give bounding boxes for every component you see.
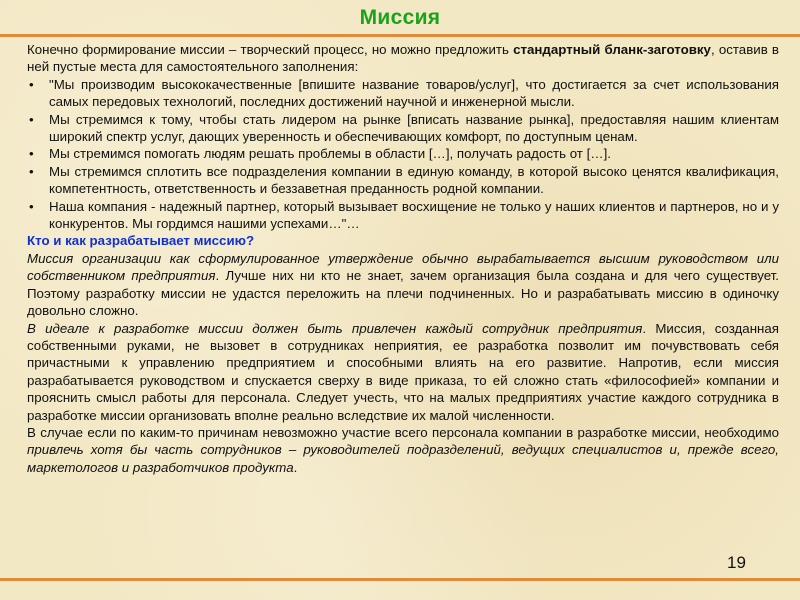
slide-content xyxy=(27,41,779,476)
top-divider xyxy=(0,34,800,37)
paragraph-3-end: . xyxy=(293,459,298,475)
paragraph-3-italic: привлечь хотя бы часть сотрудников – руководителей подразделений, ведущих специалистов и, прежде всего, маркетологов и разработчиков продукта xyxy=(27,442,779,475)
mission-template-list xyxy=(27,76,779,233)
intro-bold-phrase: стандартный бланк-заготовку xyxy=(513,42,711,57)
paragraph-2-italic: В идеале к разработке миссии должен быть привлечен каждый сотрудник предприятия xyxy=(27,320,643,336)
section-question: Кто и как разрабатывает миссию? xyxy=(27,233,255,249)
paragraph-1-italic: Миссия организации как сформулированное утверждение обычно вырабатывается высшим руководством или собственником предприятия xyxy=(27,250,779,284)
intro-text-end: , оставив в ней пустые места для самостоятельного заполнения: xyxy=(27,42,779,75)
paragraph-1 xyxy=(27,250,779,320)
paragraph-2 xyxy=(27,320,779,424)
list-item: • Мы стремимся сплотить все подразделения компании в единую команду, в которой высоко ценятся квалификация, компетентность, ответственность и беззаветная преданность родной компании. xyxy=(27,163,779,198)
paragraph-3-text: В случае если по каким-то причинам невозможно участие всего персонала компании в разработке миссии, необходимо xyxy=(27,424,779,440)
list-item: • Мы стремимся помогать людям решать проблемы в области […], получать радость от […]. xyxy=(27,145,779,162)
slide-title: Миссия xyxy=(359,6,441,29)
bottom-divider xyxy=(0,578,800,581)
list-item: • Мы стремимся к тому, чтобы стать лидером на рынке [вписать название рынка], предоставляя нашим клиентам широкий спектр услуг, дающих уверенность и обеспечивающих комфорт, по доступным ценам. xyxy=(27,111,779,146)
paragraph-2-text: . Миссия, созданная собственными руками, не вызовет в сотрудниках неприятия, ее разработка позволит им почувствовать себя причастными к управлению предприятием и способными влиять на его развитие. Напротив, если миссия разрабатывается руководством и спускается сверху в виде приказа, то ей сложно стать «философией» компании и прояснить смысл работы для персонала. Следует учесть, что на малых предприятиях участие каждого сотрудника в разработке миссии организовать вполне реально вследствие их малой численности. xyxy=(27,320,779,423)
intro-text: Конечно формирование миссии – творческий процесс, но можно предложить xyxy=(27,42,514,57)
list-item: • "Мы производим высококачественные [впишите название товаров/услуг], что достигается за счет использования самых передовых технологий, последних достижений научной и инженерной мысли. xyxy=(27,76,779,111)
paragraph-1-text: . Лучше них ни кто не знает, зачем организация была создана и для чего существует. Поэтому разработку миссии не удастся переложить на плечи подчиненных. Но и разрабатывать миссию в одиночку довольно сложно. xyxy=(27,268,779,319)
list-item: • Наша компания - надежный партнер, который вызывает восхищение не только у наших клиентов и партнеров, но и у конкурентов. Мы гордимся нашими успехами…"… xyxy=(27,198,779,233)
paragraph-3 xyxy=(27,424,779,476)
intro-paragraph xyxy=(27,41,779,76)
page-number: 19 xyxy=(727,553,746,572)
